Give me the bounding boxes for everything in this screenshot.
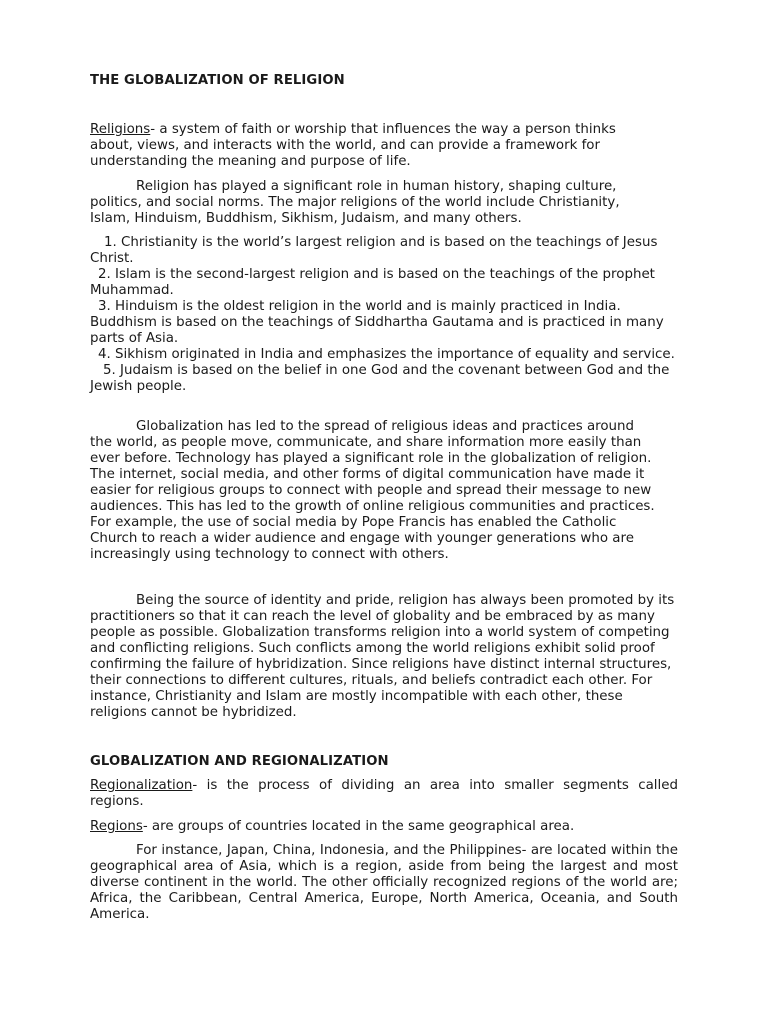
list-item: 2. Islam is the second-largest religion and is based on the teachings of the prophet Muhammad. [90, 267, 655, 298]
list-item: 3. Hinduism is the oldest religion in the world and is mainly practiced in India. Buddhism is based on the teachings of Siddhartha Gautama and is practiced in many parts of Asia. [90, 299, 664, 346]
section-title-globalization-and-regionalization: GLOBALIZATION AND REGIONALIZATION [90, 754, 389, 769]
regions-term: Regions [90, 819, 143, 834]
regionalization-definition [90, 778, 678, 810]
regions-definition-text: - are groups of countries located in the same geographical area. [142, 819, 575, 834]
regions-definition [90, 819, 678, 835]
religion-intro-paragraph: Religion has played a significant role in human history, shaping culture, politics, and social norms. The major religions of the world include Christianity, Islam, Hinduism, Buddhism, Sikhism, Judaism, and many others. [90, 179, 620, 226]
identity-pride-paragraph: Being the source of identity and pride, religion has always been promoted by its practitioners so that it can reach the level of globality and be embraced by as many people as possible. Globalization transforms religion into a world system of competing and conflicting religions. Such conflicts among the world religions exhibit solid proof confirming the failure of hybridization. Since religions have distinct internal structures, their connections to different cultures, rituals, and beliefs contradict each other. For instance, Christianity and Islam are mostly incompatible with each other, these religions cannot be hybridized. [90, 593, 675, 720]
section-title-globalization-of-religion: THE GLOBALIZATION OF RELIGION [90, 73, 345, 88]
list-item: 1. Christianity is the world’s largest religion and is based on the teachings of Jesus Christ. [90, 235, 658, 266]
religions-definition-text: - a system of faith or worship that influences the way a person thinks about, views, and interacts with the world, and can provide a framework for understanding the meaning and purpose of life. [90, 122, 616, 169]
list-item: 4. Sikhism originated in India and emphasizes the importance of equality and service. [98, 347, 675, 362]
religions-definition [90, 122, 655, 170]
regionalization-definition-text: - is the process of dividing an area into smaller segments called regions. [90, 778, 678, 809]
list-item: 5. Judaism is based on the belief in one God and the covenant between God and the Jewish people. [90, 363, 670, 394]
globalization-spread-paragraph: Globalization has led to the spread of religious ideas and practices around the world, as people move, communicate, and share information more easily than ever before. Technology has played a significant role in the globalization of religion. The internet, social media, and other forms of digital communication have made it easier for religious groups to connect with people and spread their message to new audiences. This has led to the growth of online religious communities and practices. For example, the use of social media by Pope Francis has enabled the Catholic Church to reach a wider audience and engage with younger generations who are increasingly using technology to connect with others. [90, 419, 655, 562]
religions-term: Religions [90, 122, 151, 137]
major-religions-list [90, 235, 675, 395]
asia-region-paragraph: For instance, Japan, China, Indonesia, and the Philippines- are located within the geographical area of Asia, which is a region, aside from being the largest and most diverse continent in the world. The other officially recognized regions of the world are; Africa, the Caribbean, Central America, Europe, North America, Oceania, and South America. [90, 843, 678, 922]
regionalization-term: Regionalization [90, 778, 193, 793]
